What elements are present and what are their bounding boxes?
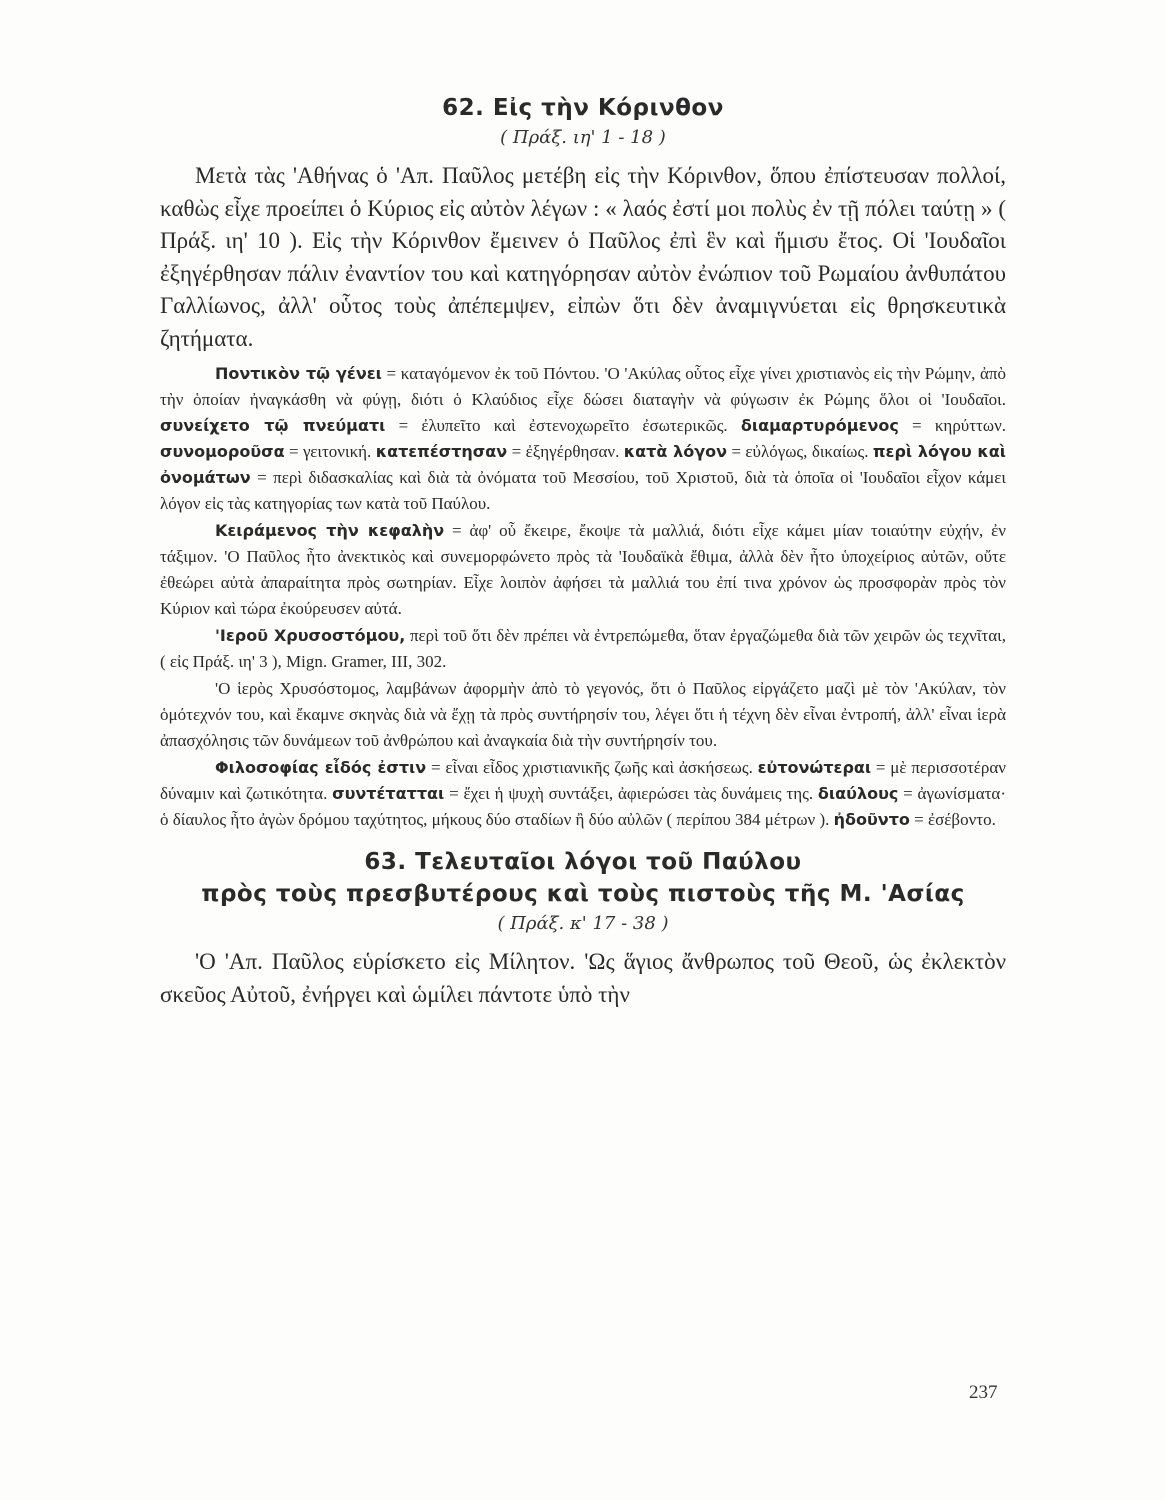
- definition: = κηρύττων.: [898, 416, 1007, 435]
- term: ἠδοῦντο: [833, 810, 910, 829]
- term: Ποντικὸν τῷ γένει: [215, 364, 382, 383]
- note-1: [160, 361, 1006, 517]
- note-3: [160, 623, 1006, 675]
- section-63-reference: ( Πράξ. κ' 17 - 38 ): [497, 913, 669, 934]
- note-5: [160, 755, 1006, 833]
- term: κατεπέστησαν: [375, 442, 508, 461]
- term: περὶ λόγου καὶ ὀνομάτων: [160, 442, 1007, 487]
- definition: = ἐλυπεῖτο καὶ ἐστενοχωρεῖτο ἐσωτερικῶς.: [385, 416, 741, 435]
- section-63-paragraph: 'Ο 'Απ. Παῦλος εὑρίσκετο εἰς Μίλητον. 'Ως ἅγιος ἄνθρωπος τοῦ Θεοῦ, ὡς ἐκλεκτὸν σκεῦος Αὐτοῦ, ἐνήργει καὶ ὡμίλει πάντοτε ὑπὸ τὴν: [160, 949, 1006, 1007]
- definition: = γειτονική.: [284, 442, 376, 461]
- page-number: 237: [969, 1382, 998, 1403]
- section-62-title: 62. Εἰς τὴν Κόρινθον: [442, 95, 724, 121]
- definition: = ἀγωνίσματα· ὁ δίαυλος ἦτο ἀγὼν δρόμου ταχύτητος, μήκους δύο σταδίων ἢ δύο αὐλῶν ( περίπου 384 μέτρων ).: [160, 784, 1007, 829]
- section-63-title-line-2: πρὸς τοὺς πρεσβυτέρους καὶ τοὺς πιστοὺς τῆς Μ. 'Ασίας: [201, 881, 965, 907]
- note-4: 'Ο ἱερὸς Χρυσόστομος, λαμβάνων ἀφορμὴν ἀπὸ τὸ γεγονός, ὅτι ὁ Παῦλος εἰργάζετο μαζὶ μὲ τὸν 'Ακύλαν, τὸν ὁμότεχνόν του, καὶ ἔκαμνε σκηνὰς διὰ νὰ ἔχῃ τὰ πρὸς συντήρησίν του, λέγει ὅτι ἡ τέχνη δὲν εἶναι ἐντροπή, ἀλλ' εἶναι ἱερὰ ἀπασχόλησις τῶν δυνάμεων τοῦ ἀνθρώπου καὶ ἀναγκαία διὰ τὴν συντήρησίν του.: [160, 679, 1006, 750]
- term: 'Ιεροῦ Χρυσοστόμου,: [215, 626, 406, 645]
- definition: = εἶναι εἶδος χριστιανικῆς ζωῆς καὶ ἀσκήσεως.: [426, 758, 758, 777]
- page-content: [160, 92, 1006, 1017]
- term: συντέτατται: [332, 784, 445, 803]
- term: διαμαρτυρόμενος: [740, 416, 899, 435]
- definition: περὶ τοῦ ὅτι δὲν πρέπει νὰ ἐντρεπώμεθα, ὅταν ἐργαζώμεθα διὰ τῶν χειρῶν ὡς τεχνῖται, ( εἰς Πράξ. ιη' 3 ), Mign. Gramer, III, 302.: [160, 626, 1006, 671]
- section-62-paragraph: Μετὰ τὰς 'Αθήνας ὁ 'Απ. Παῦλος μετέβη εἰς τὴν Κόρινθον, ὅπου ἐπίστευσαν πολλοί, καθὼς εἶχε προείπει ὁ Κύριος εἰς αὐτὸν λέγων : « λαός ἐστί μοι πολὺς ἐν τῇ πόλει ταύτῃ » ( Πράξ. ιη' 10 ). Εἰς τὴν Κόρινθον ἔμεινεν ὁ Παῦλος ἐπὶ ἓν καὶ ἥμισυ ἔτος. Οἱ 'Ιουδαῖοι ἐξηγέρθησαν πάλιν ἐναντίον του καὶ κατηγόρησαν αὐτὸν ἐνώπιον τοῦ Ρωμαίου ἀνθυπάτου Γαλλίωνος, ἀλλ' οὗτος τοὺς ἀπέπεμψεν, εἰπὼν ὅτι δὲν ἀναμιγνύεται εἰς θρησκευτικὰ ζητήματα.: [160, 163, 1006, 351]
- term: διαύλους: [817, 784, 899, 803]
- section-63-title-line-1: 63. Τελευταῖοι λόγοι τοῦ Παύλου: [364, 849, 802, 875]
- term: κατὰ λόγον: [623, 442, 727, 461]
- definition: = εὐλόγως, δικαίως.: [727, 442, 873, 461]
- term: εὐτονώτεραι: [757, 758, 872, 777]
- note-2: [160, 518, 1006, 622]
- term: Κειράμενος τὴν κεφαλὴν: [215, 521, 445, 540]
- term: Φιλοσοφίας εἶδός ἐστιν: [215, 758, 427, 777]
- section-62-reference: ( Πράξ. ιη' 1 - 18 ): [500, 127, 666, 148]
- section-gap: [160, 834, 1006, 846]
- definition: = μὲ περισσοτέραν δύναμιν καὶ ζωτικότητα.: [160, 758, 1006, 803]
- definition: = περὶ διδασκαλίας καὶ διὰ τὰ ὀνόματα τοῦ Μεσσίου, τοῦ Χριστοῦ, διὰ τὰ ὁποῖα οἱ 'Ιουδαῖοι εἶχον κάμει λόγον εἰς τὰς κατηγορίας των κατὰ τοῦ Παύλου.: [160, 468, 1006, 513]
- definition: = ἐξηγέρθησαν.: [507, 442, 624, 461]
- definition: = ἀφ' οὗ ἔκειρε, ἔκοψε τὰ μαλλιά, διότι εἶχε κάμει μίαν τοιαύτην εὐχήν, ἐν τάξιμον. 'Ο Παῦλος ἦτο ἀνεκτικὸς καὶ συνεμορφώνετο πρὸς τὰ 'Ιουδαϊκὰ ἔθιμα, ἀλλὰ δὲν ἦτο ὑποχείριος αὐτῶν, οὔτε ἐθεώρει αὐτὰ ἀπαραίτητα πρὸς σωτηρίαν. Εἶχε λοιπὸν ἀφήσει τὰ μαλλιά του ἐπί τινα χρόνον ὡς προσφορὰν πρὸς τὸν Κύριον καὶ τώρα ἐκούρευσεν αὐτά.: [160, 521, 1006, 618]
- definition: = ἔχει ἡ ψυχὴ συντάξει, ἀφιερώσει τὰς δυνάμεις της.: [444, 784, 818, 803]
- definition: = ἐσέβοντο.: [909, 810, 996, 829]
- term: συνείχετο τῷ πνεύματι: [160, 416, 386, 435]
- term: συνομοροῦσα: [160, 442, 285, 461]
- definition: = καταγόμενον ἐκ τοῦ Πόντου. 'Ο 'Ακύλας οὗτος εἶχε γίνει χριστιανὸς εἰς τὴν Ρώμην, ἀπὸ τὴν ὁποίαν ἠναγκάσθη νὰ φύγῃ, διότι ὁ Κλαύδιος εἶχε δώσει διαταγὴν νὰ φύγωσιν ἐκ Ρώμης ὅλοι οἱ 'Ιουδαῖοι.: [160, 364, 1006, 409]
